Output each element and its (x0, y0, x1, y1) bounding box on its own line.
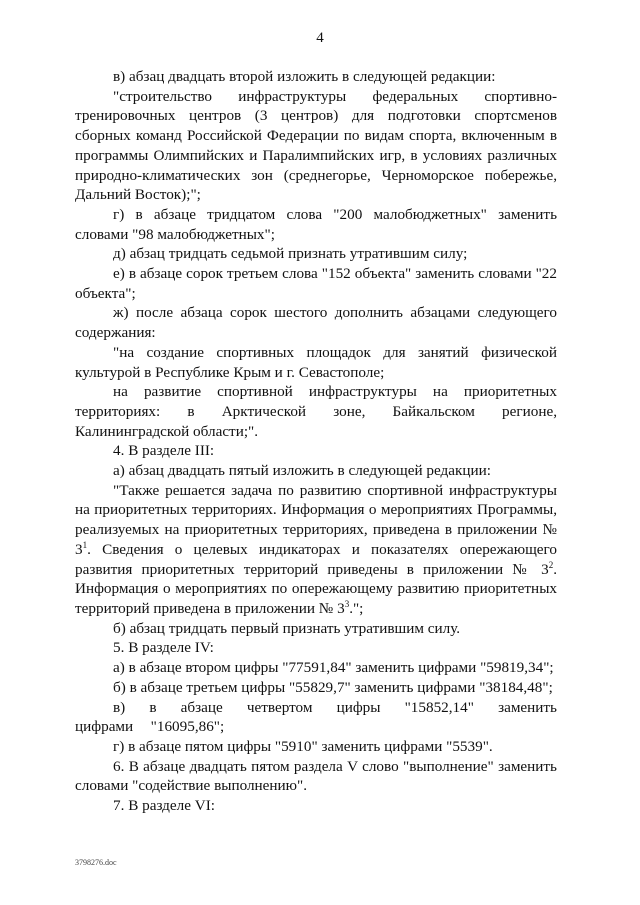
paragraph-quote-construction: "строительство инфраструктуры федеральных спортивно-тренировочных центров (3 центров) для подготовки спортсменов сборных команд Российской Федерации по видам спорта, включенным в программы Олимпийских и Паралимпийских игр, в условиях различных природно-климатических зон (среднегорье, Черноморское побережье, Дальний Восток);"; (75, 87, 557, 204)
page-number: 4 (316, 30, 324, 46)
paragraph-g: г) в абзаце тридцатом слова "200 малобюджетных" заменить словами "98 малобюджетных"; (75, 205, 557, 243)
paragraph-section-5: 6. В абзаце двадцать пятом раздела V слово "выполнение" заменить словами "содействие выполнению". (75, 757, 557, 795)
paragraph-quote-infrastructure (75, 481, 557, 619)
paragraph-section-3: 4. В разделе III: (113, 442, 215, 460)
superscript-2: 2 (548, 559, 554, 570)
paragraph-a-section-3: а) абзац двадцать пятый изложить в следующей редакции: (113, 462, 491, 480)
paragraph-e: е) в абзаце сорок третьем слова "152 объекта" заменить словами "22 объекта"; (75, 265, 557, 302)
paragraph-a-section-4: а) в абзаце втором цифры "77591,84" заменить цифрами "59819,34"; (113, 659, 554, 677)
paragraph-v: в) абзац двадцать второй изложить в следующей редакции: (113, 68, 496, 85)
paragraph-b-section-3: б) абзац тридцать первый признать утратившим силу. (113, 619, 461, 637)
paragraph-zh: ж) после абзаца сорок шестого дополнить абзацами следующего содержания: (75, 304, 557, 342)
paragraph-quote-sports-grounds: "на создание спортивных площадок для занятий физической культурой в Республике Крым и г. Севастополе; (75, 343, 557, 381)
quote-part-3: . Информация о мероприятиях по опережающему развитию приоритетных территорий приведена в приложении № 3 (75, 560, 557, 617)
paragraph-priority-territories: на развитие спортивной инфраструктуры на приоритетных территориях: в Арктической зоне, Байкальском регионе, Калининградской области;". (75, 383, 557, 440)
paragraph-section-4: 5. В разделе IV: (113, 639, 214, 657)
quote-part-2: . Сведения о целевых индикаторах и показателях опережающего развития приоритетных территорий приведены в приложении № 3 (75, 540, 557, 578)
superscript-3: 3 (344, 598, 350, 609)
quote-part-4: ."; (349, 599, 364, 617)
paragraph-section-6: 7. В разделе VI: (113, 797, 216, 815)
paragraph-b-section-4: б) в абзаце третьем цифры "55829,7" заменить цифрами "38184,48"; (113, 678, 553, 696)
paragraph-d: д) абзац тридцать седьмой признать утратившим силу; (113, 245, 468, 263)
superscript-1: 1 (82, 539, 88, 550)
footer-file-code: 3798276.doc (75, 858, 117, 867)
quote-part-1: "Также решается задача по развитию спортивной инфраструктуры на приоритетных территориях. Информация о мероприятиях Программы, реализуемых на приоритетных территориях, приведена в приложении № 3 (75, 481, 557, 558)
paragraph-v-section-4: в) в абзаце четвертом цифры "15852,14" заменить цифрами "16095,86"; (75, 698, 557, 736)
paragraph-g-section-4: г) в абзаце пятом цифры "5910" заменить цифрами "5539". (113, 737, 493, 755)
document-body (75, 67, 557, 816)
